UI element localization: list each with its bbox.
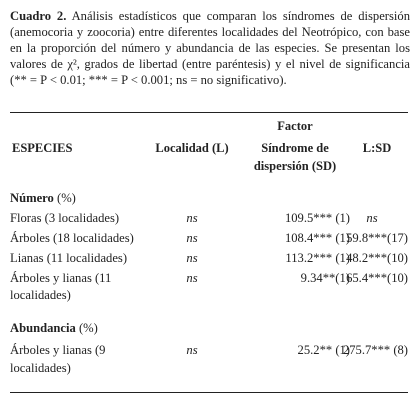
row-lsd: 275.7*** (8) [342,343,408,357]
table-bottom-rule [10,392,408,393]
row-localidad: ns [186,251,198,265]
row-species-cont: localidades) [10,361,71,375]
row-localidad: ns [186,211,198,225]
row-lsd: ns [366,211,378,225]
row-species: Árboles (18 localidades) [10,231,134,245]
header-factor: Factor [277,119,313,133]
row-sindrome: 109.5*** (1) [284,211,350,225]
row-lsd: 48.2***(10) [346,251,408,265]
row-species: Árboles y lianas (11 [10,271,112,285]
row-lsd: 65.4***(10) [346,271,408,285]
row-sindrome: 25.2** (1) [297,343,350,357]
section-title-abundancia: Abundancia (%) [10,321,98,335]
row-species: Árboles y lianas (9 [10,343,106,357]
row-localidad: ns [186,231,198,245]
table-top-rule [10,112,408,113]
row-localidad: ns [186,271,198,285]
header-lsd: L:SD [362,141,392,155]
header-localidad: Localidad (L) [155,141,229,155]
row-species: Floras (3 localidades) [10,211,120,225]
row-species-cont: localidades) [10,288,71,302]
row-sindrome: 108.4*** (1) [284,231,350,245]
table-caption [10,8,410,88]
row-localidad: ns [186,343,198,357]
row-species: Lianas (11 localidades) [10,251,128,265]
header-sindrome-line1: Síndrome de [261,141,329,155]
row-lsd: 59.8***(17) [346,231,408,245]
section-title-numero: Número (%) [10,191,76,205]
caption-text: Análisis estadísticos que comparan los síndromes de dispersión (anemocoria y zoocoria) entre diferentes localidades del Neotrópico, con base en la proporción del número y abundancia de las especies. Se presentan los valores de χ², grados de libertad (entre paréntesis) y el nivel de significancia (** = P < 0.01; *** = P < 0.001; ns = no significativo). [10,9,410,87]
header-especies: ESPECIES [12,141,73,155]
row-sindrome: 113.2*** (1) [285,251,350,265]
header-sindrome-line2: dispersión (SD) [253,159,337,173]
row-sindrome: 9.34**(1) [300,271,350,285]
caption-label: Cuadro 2. [10,9,67,23]
